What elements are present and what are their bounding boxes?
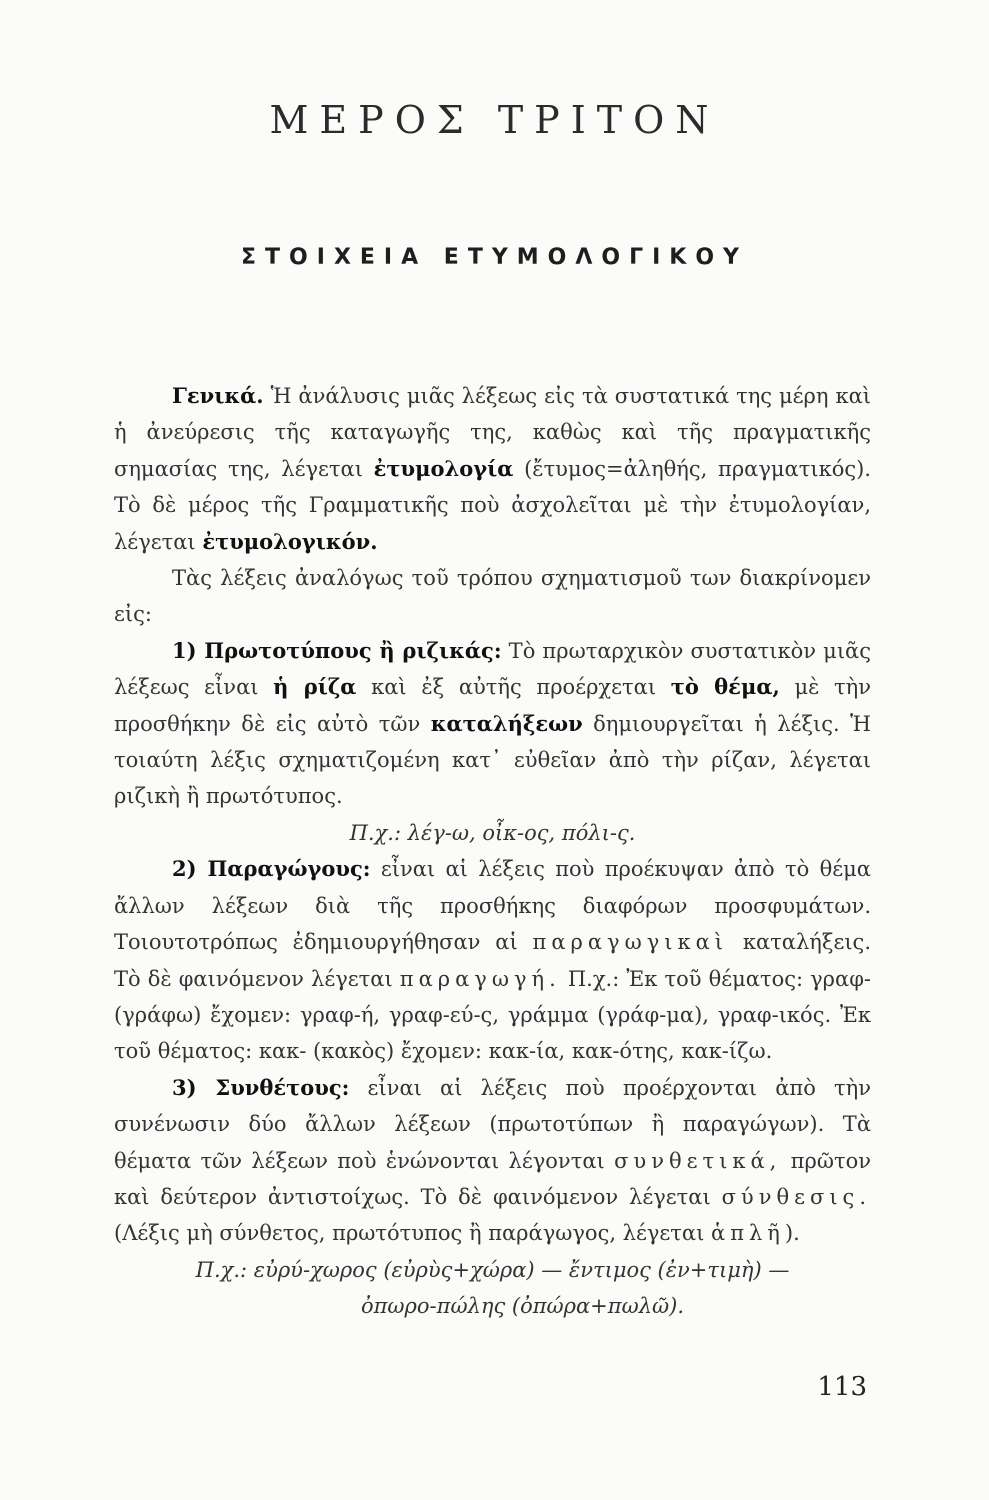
text-span: εἶναι αἱ λέξεις ποὺ προέκυψαν ἀπὸ τὸ θέμα ἄλλων λέξεων διὰ τῆς προσθήκης διαφόρων προσφυμάτων. Τοιουτοτρόπως ἐδημιουργήθησαν αἱ	[114, 857, 871, 955]
term-bold: ἐτυμολογικόν.	[202, 528, 378, 554]
text-span: ).	[784, 1221, 800, 1246]
text-span: καὶ ἐξ αὐτῆς προέρχεται	[356, 675, 671, 700]
text-span: εἶναι αἱ λέξεις ποὺ προέρχονται ἀπὸ τὴν συνένωσιν δύο ἄλλων λέξεων (πρωτοτύπων ἢ παραγώγων). Τὰ θέματα τῶν λέξεων ποὺ ἑνώνονται λέγονται	[114, 1075, 871, 1173]
example-line: Π.χ.: λέγ-ω, οἶκ-ος, πόλι-ς.	[349, 820, 636, 845]
term-spaced: σύνθεσις.	[721, 1184, 871, 1209]
term-bold: καταλήξεων	[430, 710, 583, 736]
paragraph-lead: Γενικά.	[172, 383, 264, 408]
paragraph-derivative	[114, 851, 871, 1069]
text-span: (ἔτυμος=ἀληθής, πραγματικός). Τὸ δὲ μέρος τῆς Γραμματικῆς ποὺ ἀσχολεῖται μὲ τὴν ἐτυμολογίαν, λέγεται	[114, 456, 871, 554]
paragraph-classification: Τὰς λέξεις ἀναλόγως τοῦ τρόπου σχηματισμοῦ των διακρίνομεν εἰς:	[114, 566, 871, 627]
part-title: ΜΕΡΟΣ ΤΡΙΤΟΝ	[269, 98, 720, 142]
example-line: ὀπωρο-πώλης (ὀπώρα+πωλῶ).	[360, 1294, 685, 1319]
text-span: μὲ τὴν προσθήκην δὲ εἰς αὐτὸ τῶν	[114, 675, 872, 736]
term-spaced: παραγωγικαὶ	[532, 930, 729, 955]
term-spaced: παραγωγή.	[399, 966, 561, 991]
page-number: 113	[817, 1372, 867, 1402]
paragraph-lead: 2) Παραγώγους:	[172, 856, 371, 882]
term-bold: ἐτυμολογία	[373, 455, 514, 481]
text-span: πρῶτον καὶ δεύτερον ἀντιστοίχως. Τὸ δὲ φαινόμενον λέγεται	[114, 1148, 871, 1209]
paragraph-lead: 3) Συνθέτους:	[172, 1074, 350, 1100]
text-span: (Λέξις μὴ σύνθετος, πρωτότυπος ἢ παράγωγος, λέγεται	[114, 1221, 712, 1246]
text-span: Ἡ ἀνάλυσις μιᾶς λέξεως εἰς τὰ συστατικά της μέρη καὶ ἡ ἀνεύρεσις τῆς καταγωγῆς της, καθὼς καὶ τῆς πραγματικῆς σημασίας της, λέγεται	[114, 384, 871, 481]
body-text	[114, 378, 871, 1325]
text-span: δημιουργεῖται ἡ λέξις. Ἡ τοιαύτη λέξις σχηματιζομένη κατ᾽ εὐθεῖαν ἀπὸ τὴν ρίζαν, λέγεται ριζικὴ ἢ πρωτότυπος.	[114, 711, 872, 809]
paragraph-lead: 1) Πρωτοτύπους ἢ ριζικάς:	[172, 637, 502, 663]
term-spaced: ἁπλῆ	[711, 1221, 785, 1246]
paragraph-general	[114, 378, 871, 560]
section-title: ΣΤΟΙΧΕΙΑ ΕΤΥΜΟΛΟΓΙΚΟΥ	[241, 245, 748, 270]
example-line: Π.χ.: εὐρύ-χωρος (εὐρὺς+χώρα) — ἔντιμος (ἐν+τιμὴ) —	[195, 1257, 790, 1282]
text-span: καταλήξεις. Τὸ δὲ φαινόμενον λέγεται	[114, 930, 871, 991]
term-bold: τὸ θέμα,	[670, 674, 780, 700]
term-bold: ἡ ρίζα	[273, 674, 357, 700]
text-span: Τὸ πρωταρχικὸν συστατικὸν μιᾶς λέξεως εἶναι	[114, 638, 871, 700]
term-spaced: συνθετικά,	[614, 1148, 782, 1173]
paragraph-primitive	[114, 633, 871, 815]
text-span: Π.χ.: Ἐκ τοῦ θέματος: γραφ- (γράφω) ἔχομεν: γραφ-ή, γραφ-εύ-ς, γράμμα (γράφ-μα), γραφ-ικός. Ἐκ τοῦ θέματος: κακ- (κακὸς) ἔχομεν: κακ-ία, κακ-ότης, κακ-ίζω.	[114, 966, 872, 1064]
paragraph-compound	[114, 1070, 871, 1252]
